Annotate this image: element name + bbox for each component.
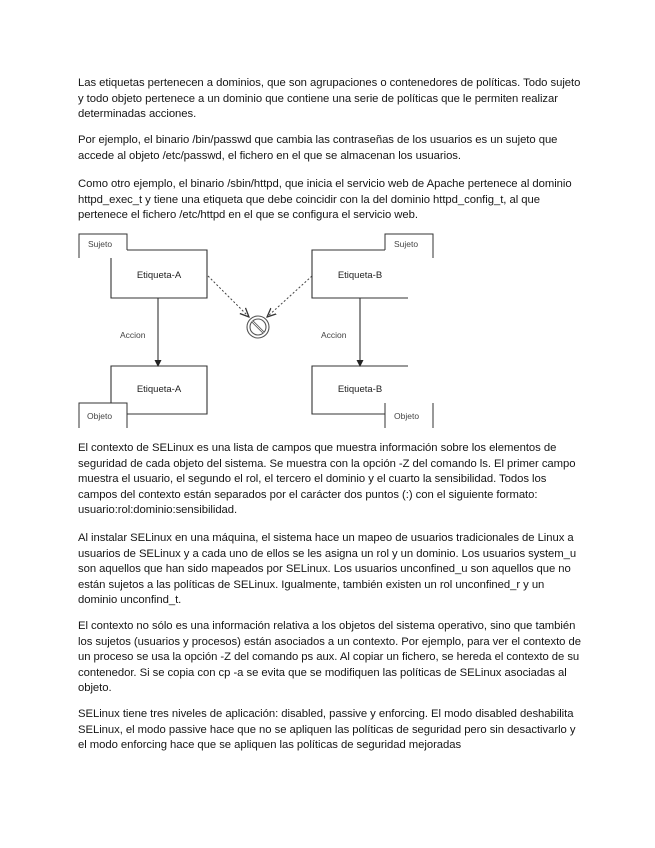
prohibited-icon (247, 316, 269, 338)
left-object-tab-frame (79, 403, 127, 428)
right-subject-tab-frame (385, 234, 433, 258)
left-object-box (111, 366, 207, 414)
paragraph-process-context: El contexto no sólo es una información relativa a los objetos del sistema operativo, sino que también los sujetos (usuarios y procesos) están asociados a un contexto. Por ejemplo, para ver el contexto de un proceso se usa la opción -Z del comando ps aux. Al copiar un fichero, se hereda el contexto de su contenedor. Si se copia con cp -a se evita que se modifiquen las políticas de SELinux asociadas al objeto. (78, 620, 581, 695)
left-subject-label: Etiqueta-A (136, 270, 182, 281)
left-subject-box (111, 250, 207, 298)
left-dashed-arrow (208, 276, 249, 317)
right-subject-label: Etiqueta-B (337, 270, 383, 281)
right-dashed-arrow (267, 276, 312, 317)
left-object-label: Etiqueta-A (136, 384, 182, 395)
left-object-tab-label: Objeto (87, 411, 113, 421)
right-subject-tab-label: Sujeto (394, 239, 419, 249)
left-subject-tab-frame (79, 234, 127, 258)
paragraph-user-mapping: Al instalar SELinux en una máquina, el sistema hace un mapeo de usuarios tradicionales de Linux a usuarios de SELinux y a cada uno de ellos se les asigna un rol y un dominio. Los usuarios system_u son aquellos que han sido mapeados por SELinux. Los usuarios unconfined_u son aquellos que no están sujetos a las políticas de SELinux. Igualmente, también existen un rol unconfined_r y un dominio unconfind_t. (78, 532, 577, 607)
right-action-label: Accion (321, 330, 347, 340)
paragraph-passwd-example: Por ejemplo, el binario /bin/passwd que cambia las contraseñas de los usuarios es un sujeto que accede al objeto /etc/passwd, el fichero en el que se almacenan los usuarios. (78, 134, 558, 162)
left-subject-tab-label: Sujeto (88, 239, 113, 249)
left-subject-group (79, 234, 207, 298)
paragraph-httpd-example: Como otro ejemplo, el binario /sbin/httpd, que inicia el servicio web de Apache pertenece al dominio httpd_exec_t y tiene una etiqueta que debe coincidir con la del dominio httpd_config_t, al que pertenece el fichero /etc/httpd en el que se configura el servicio web. (78, 178, 572, 222)
right-subject-box (312, 250, 408, 298)
left-object-group (79, 366, 207, 428)
right-object-box (312, 366, 408, 414)
right-object-tab-frame (385, 403, 433, 428)
right-object-tab-label: Objeto (394, 411, 420, 421)
left-action-arrowhead (155, 360, 162, 367)
paragraph-enforcement-modes: SELinux tiene tres niveles de aplicación: disabled, passive y enforcing. El modo disabled deshabilita SELinux, el modo passive hace que no se apliquen las políticas de seguridad pero sin desactivarlo y el modo enforcing hace que se apliquen las políticas de seguridad mejoradas (78, 708, 576, 752)
paragraph-selinux-context: El contexto de SELinux es una lista de campos que muestra información sobre los elementos de seguridad de cada objeto del sistema. Se muestra con la opción -Z del comando ls. El primer campo muestra el usuario, el segundo el rol, el tercero el dominio y el cuarto la sensibilidad. Todos los campos del contexto están separados por el carácter dos puntos (:) con el siguiente formato: usuario:rol:dominio:sensibilidad. (78, 442, 576, 517)
right-action-arrowhead (357, 360, 364, 367)
right-object-group (312, 366, 433, 428)
right-object-label: Etiqueta-B (337, 384, 383, 395)
right-subject-group (312, 234, 433, 298)
left-action-label: Accion (120, 330, 146, 340)
paragraph-labels-domains: Las etiquetas pertenecen a dominios, que son agrupaciones o contenedores de políticas. Todo sujeto y todo objeto pertenece a un dominio que contiene una serie de políticas que le permiten realizar determinadas acciones. (78, 77, 581, 121)
